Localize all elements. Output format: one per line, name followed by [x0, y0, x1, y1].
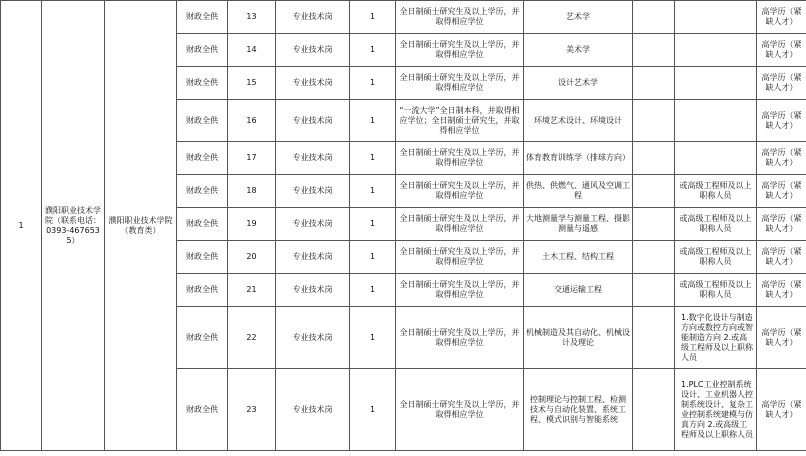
- note-cell: 高学历（紧缺人才）: [757, 208, 806, 241]
- major-cell: 交通运输工程: [524, 274, 633, 307]
- post-type-cell: 专业技术岗: [276, 100, 350, 142]
- post-type-cell: 专业技术岗: [276, 274, 350, 307]
- education-cell: 全日制硕士研究生及以上学历，并取得相应学位: [396, 307, 524, 369]
- other-cell: 或高级工程师及以上职称人员: [675, 274, 757, 307]
- funding-cell: 财政全供: [177, 142, 228, 175]
- major-cell: 控制理论与控制工程、检测技术与自动化装置、系统工程、模式识别与智能系统: [524, 369, 633, 451]
- note-cell: 高学历（紧缺人才）: [757, 175, 806, 208]
- other-cell: [675, 67, 757, 100]
- education-cell: “一流大学”全日制本科，并取得相应学位；全日制硕士研究生，并取得相应学位: [396, 100, 524, 142]
- major-cell: 环境艺术设计、环境设计: [524, 100, 633, 142]
- education-cell: 全日制硕士研究生及以上学历，并取得相应学位: [396, 241, 524, 274]
- blank-cell: [633, 307, 675, 369]
- count-cell: 1: [350, 241, 396, 274]
- note-cell: 高学历（紧缺人才）: [757, 369, 806, 451]
- post-number-cell: 13: [228, 1, 276, 34]
- post-type-cell: 专业技术岗: [276, 175, 350, 208]
- other-cell: 1.PLC工业控制系统设计、工业机器人控制系统设计、复杂工业控制系统建模与仿真方向 2.或高级工程师及以上职称人员: [675, 369, 757, 451]
- post-type-cell: 专业技术岗: [276, 34, 350, 67]
- post-type-cell: 专业技术岗: [276, 142, 350, 175]
- other-cell: [675, 100, 757, 142]
- blank-cell: [633, 241, 675, 274]
- major-cell: 土木工程、结构工程: [524, 241, 633, 274]
- table-row: [1, 1, 806, 34]
- blank-cell: [633, 142, 675, 175]
- note-cell: 高学历（紧缺人才）: [757, 241, 806, 274]
- major-cell: 大地测量学与测量工程、摄影测量与遥感: [524, 208, 633, 241]
- education-cell: 全日制硕士研究生及以上学历，并取得相应学位: [396, 1, 524, 34]
- funding-cell: 财政全供: [177, 241, 228, 274]
- post-type-cell: 专业技术岗: [276, 208, 350, 241]
- major-cell: 艺术学: [524, 1, 633, 34]
- post-type-cell: 专业技术岗: [276, 307, 350, 369]
- other-cell: 或高级工程师及以上职称人员: [675, 175, 757, 208]
- post-type-cell: 专业技术岗: [276, 1, 350, 34]
- funding-cell: 财政全供: [177, 208, 228, 241]
- post-number-cell: 14: [228, 34, 276, 67]
- other-cell: [675, 34, 757, 67]
- count-cell: 1: [350, 175, 396, 208]
- note-cell: 高学历（紧缺人才）: [757, 307, 806, 369]
- other-cell: [675, 1, 757, 34]
- post-type-cell: 专业技术岗: [276, 369, 350, 451]
- blank-cell: [633, 1, 675, 34]
- major-cell: 美术学: [524, 34, 633, 67]
- count-cell: 1: [350, 274, 396, 307]
- blank-cell: [633, 369, 675, 451]
- other-cell: 1.数字化设计与制造方向或数控方向或智能制造方向 2.或高级工程师及以上职称人员: [675, 307, 757, 369]
- note-cell: 高学历（紧缺人才）: [757, 142, 806, 175]
- note-cell: 高学历（紧缺人才）: [757, 100, 806, 142]
- education-cell: 全日制硕士研究生及以上学历，并取得相应学位: [396, 274, 524, 307]
- note-cell: 高学历（紧缺人才）: [757, 1, 806, 34]
- funding-cell: 财政全供: [177, 67, 228, 100]
- education-cell: 全日制硕士研究生及以上学历，并取得相应学位: [396, 34, 524, 67]
- post-number-cell: 15: [228, 67, 276, 100]
- count-cell: 1: [350, 67, 396, 100]
- post-number-cell: 17: [228, 142, 276, 175]
- funding-cell: 财政全供: [177, 175, 228, 208]
- unit-name: 濮阳职业技术学院（联系电话：0393-4676535）: [42, 1, 105, 451]
- count-cell: 1: [350, 208, 396, 241]
- other-cell: 或高级工程师及以上职称人员: [675, 208, 757, 241]
- major-cell: 供热、供燃气、通风及空调工程: [524, 175, 633, 208]
- major-cell: 机械制造及其自动化、机械设计及理论: [524, 307, 633, 369]
- other-cell: 或高级工程师及以上职称人员: [675, 241, 757, 274]
- blank-cell: [633, 274, 675, 307]
- major-cell: 体育教育训练学（排球方向）: [524, 142, 633, 175]
- count-cell: 1: [350, 34, 396, 67]
- blank-cell: [633, 67, 675, 100]
- count-cell: 1: [350, 307, 396, 369]
- post-number-cell: 18: [228, 175, 276, 208]
- note-cell: 高学历（紧缺人才）: [757, 67, 806, 100]
- count-cell: 1: [350, 100, 396, 142]
- blank-cell: [633, 208, 675, 241]
- education-cell: 全日制硕士研究生及以上学历，并取得相应学位: [396, 142, 524, 175]
- post-number-cell: 20: [228, 241, 276, 274]
- note-cell: 高学历（紧缺人才）: [757, 274, 806, 307]
- blank-cell: [633, 100, 675, 142]
- count-cell: 1: [350, 142, 396, 175]
- unit-index: 1: [1, 1, 42, 451]
- post-type-cell: 专业技术岗: [276, 67, 350, 100]
- education-cell: 全日制硕士研究生及以上学历，并取得相应学位: [396, 175, 524, 208]
- unit-dept: 濮阳职业技术学院（教育类）: [105, 1, 177, 451]
- post-number-cell: 19: [228, 208, 276, 241]
- post-number-cell: 21: [228, 274, 276, 307]
- post-type-cell: 专业技术岗: [276, 241, 350, 274]
- funding-cell: 财政全供: [177, 1, 228, 34]
- funding-cell: 财政全供: [177, 100, 228, 142]
- blank-cell: [633, 175, 675, 208]
- post-number-cell: 23: [228, 369, 276, 451]
- blank-cell: [633, 34, 675, 67]
- other-cell: [675, 142, 757, 175]
- note-cell: 高学历（紧缺人才）: [757, 34, 806, 67]
- funding-cell: 财政全供: [177, 307, 228, 369]
- education-cell: 全日制硕士研究生及以上学历，并取得相应学位: [396, 67, 524, 100]
- count-cell: 1: [350, 369, 396, 451]
- funding-cell: 财政全供: [177, 34, 228, 67]
- post-number-cell: 16: [228, 100, 276, 142]
- count-cell: 1: [350, 1, 396, 34]
- funding-cell: 财政全供: [177, 274, 228, 307]
- funding-cell: 财政全供: [177, 369, 228, 451]
- education-cell: 全日制硕士研究生及以上学历，并取得相应学位: [396, 208, 524, 241]
- education-cell: 全日制硕士研究生及以上学历，并取得相应学位: [396, 369, 524, 451]
- post-number-cell: 22: [228, 307, 276, 369]
- major-cell: 设计艺术学: [524, 67, 633, 100]
